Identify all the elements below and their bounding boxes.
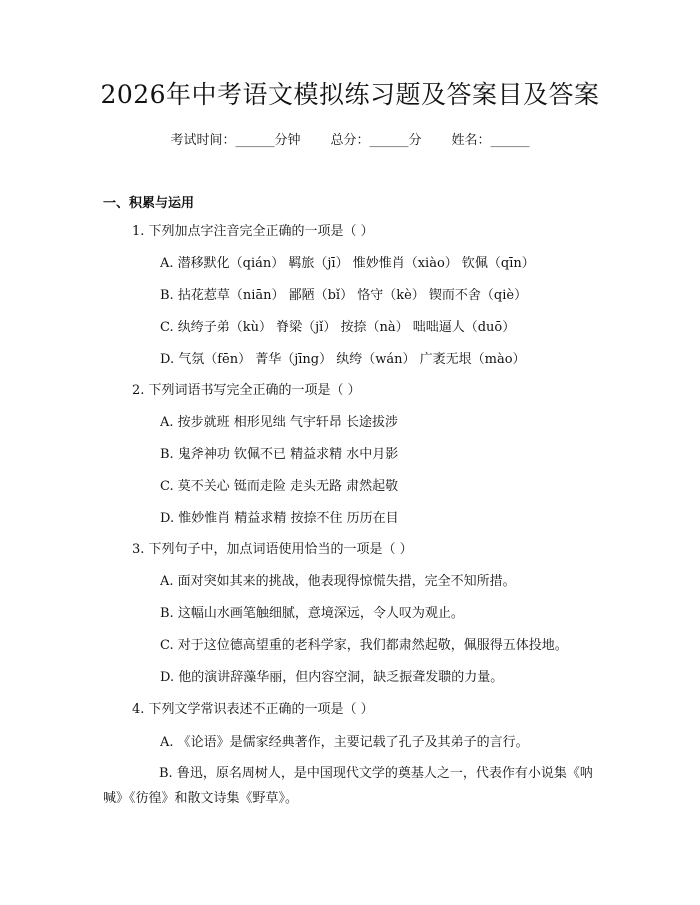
- question-4-option-a: A. 《论语》是儒家经典著作，主要记载了孔子及其弟子的言行。: [160, 735, 529, 750]
- question-2-option-d: D. 惟妙惟肖 精益求精 按捺不住 历历在目: [160, 511, 399, 526]
- question-3-option-d: D. 他的演讲辞藻华丽，但内容空洞，缺乏振聋发聩的力量。: [160, 670, 504, 685]
- exam-meta: [0, 131, 700, 151]
- section-heading: 一、积累与运用: [103, 196, 195, 211]
- question-1-option-b: B. 拈花惹草（niān） 鄙陋（bǐ） 恪守（kè） 锲而不舍（qiè）: [160, 288, 528, 303]
- page-title: 2026年中考语文模拟练习题及答案目及答案: [100, 80, 600, 109]
- question-1-option-a: A. 潜移默化（qián） 羁旅（jī） 惟妙惟肖（xiào） 钦佩（qīn）: [160, 256, 535, 271]
- question-2-option-c: C. 莫不关心 铤而走险 走头无路 肃然起敬: [160, 479, 399, 494]
- question-1-option-c: C. 纨绔子弟（kù） 脊梁（jǐ） 按捺（nà） 咄咄逼人（duō）: [160, 320, 516, 335]
- question-3-option-c: C. 对于这位德高望重的老科学家，我们都肃然起敬，佩服得五体投地。: [160, 638, 568, 653]
- question-3-option-a: A. 面对突如其来的挑战，他表现得惊慌失措，完全不知所措。: [160, 574, 516, 589]
- question-4-stem: 4. 下列文学常识表述不正确的一项是（ ）: [132, 702, 374, 717]
- question-2-option-b: B. 鬼斧神功 钦佩不已 精益求精 水中月影: [160, 447, 399, 462]
- question-2-option-a: A. 按步就班 相形见绌 气宇轩昂 长途拔涉: [160, 415, 399, 430]
- question-1-stem: 1. 下列加点字注音完全正确的一项是（ ）: [132, 224, 374, 239]
- question-3-stem: 3. 下列句子中，加点词语使用恰当的一项是（ ）: [132, 542, 413, 557]
- total-score-field: 总分：______分: [330, 133, 422, 148]
- question-2-stem: 2. 下列词语书写完全正确的一项是（ ）: [132, 383, 361, 398]
- question-3-option-b: B. 这幅山水画笔触细腻，意境深远，令人叹为观止。: [160, 606, 464, 621]
- question-1-option-d: D. 气氛（fēn） 菁华（jīng） 纨绔（wán） 广袤无垠（mào）: [160, 352, 526, 367]
- question-4-option-b: B. 鲁迅，原名周树人，是中国现代文学的奠基人之一，代表作有小说集《呐喊》《彷徨》和散文诗集《野草》。: [103, 766, 593, 806]
- exam-time-field: 考试时间：______分钟: [170, 133, 301, 148]
- name-field: 姓名：______: [451, 133, 530, 148]
